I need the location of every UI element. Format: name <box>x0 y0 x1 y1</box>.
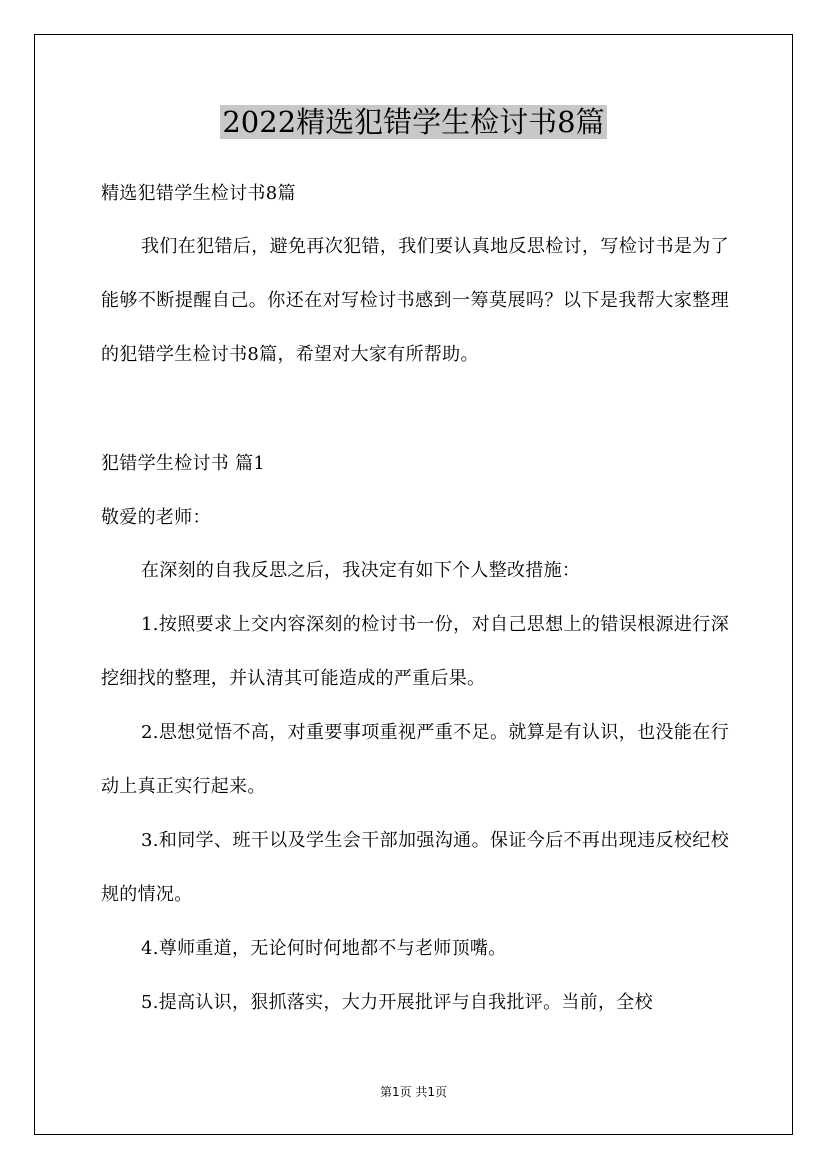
document-subtitle: 精选犯错学生检讨书8篇 <box>101 183 296 204</box>
section-heading: 犯错学生检讨书 篇1 <box>101 453 266 474</box>
body-paragraph: 2.思想觉悟不高，对重要事项重视严重不足。就算是有认识，也没能在行动上真正实行起来。 <box>101 722 729 797</box>
body-paragraph: 4.尊师重道，无论何时何地都不与老师顶嘴。 <box>141 938 507 959</box>
body-paragraph: 3.和同学、班干以及学生会干部加强沟通。保证今后不再出现违反校纪校规的情况。 <box>101 830 729 905</box>
page-footer: 第1页 共1页 <box>379 1085 448 1099</box>
body-paragraph: 在深刻的自我反思之后，我决定有如下个人整改措施： <box>141 560 581 581</box>
body-paragraph: 1.按照要求上交内容深刻的检讨书一份，对自己思想上的错误根源进行深挖细找的整理，并认清其可能造成的严重后果。 <box>101 614 729 689</box>
intro-paragraph: 我们在犯错后，避免再次犯错，我们要认真地反思检讨，写检讨书是为了能够不断提醒自己。你还在对写检讨书感到一筹莫展吗？以下是我帮大家整理的犯错学生检讨书8篇，希望对大家有所帮助。 <box>101 236 729 365</box>
body-paragraph: 5.提高认识，狠抓落实，大力开展批评与自我批评。当前，全校 <box>141 992 653 1013</box>
salutation: 敬爱的老师： <box>101 507 211 528</box>
document-title: 2022精选犯错学生检讨书8篇 <box>222 105 605 139</box>
